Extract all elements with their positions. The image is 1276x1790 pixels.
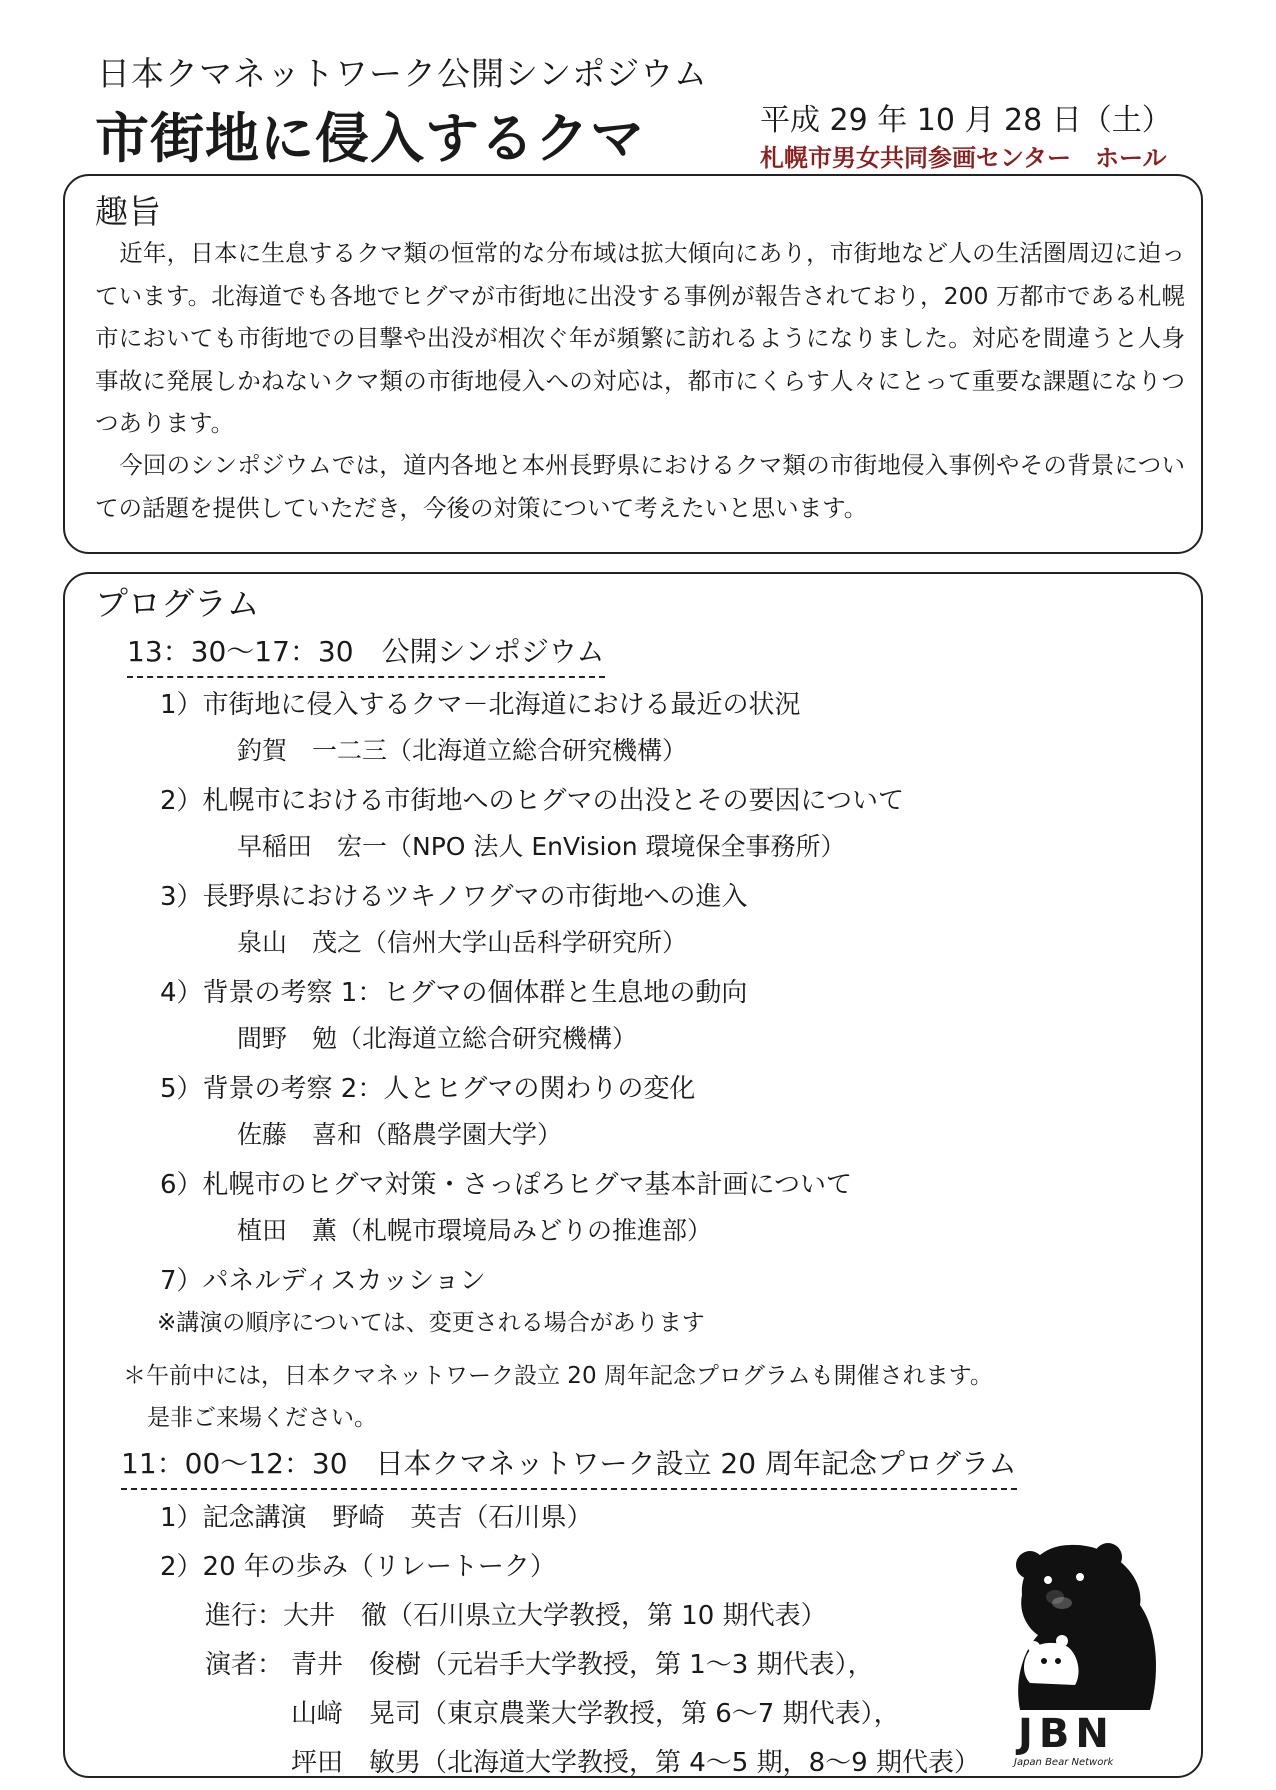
performer-3: 坪田 敏男（北海道大学教授，第 4〜5 期，8〜9 期代表） (291, 1748, 980, 1778)
purpose-box (63, 174, 1203, 554)
talk-6-speaker: 植田 薫（札幌市環境局みどりの推進部） (237, 1216, 713, 1245)
talk-1-title: 1）市街地に侵入するクマ－北海道における最近の状況 (160, 690, 801, 720)
talk-2-title: 2）札幌市における市街地へのヒグマの出没とその要因について (160, 786, 905, 816)
event-subtitle: 日本クマネットワーク公開シンポジウム (97, 54, 708, 93)
talk-4-speaker: 間野 勉（北海道立総合研究機構） (237, 1024, 638, 1053)
logo-caption: Japan Bear Network (1014, 1757, 1114, 1768)
event-title: 市街地に侵入するクマ (95, 107, 645, 170)
program-heading: プログラム (95, 584, 260, 623)
performers-label: 演者： (205, 1650, 284, 1680)
jbn-logo (1000, 1535, 1175, 1775)
purpose-paragraph-2-text: 今回のシンポジウムでは，道内各地と本州長野県におけるクマ類の市街地侵入事例やその背景についての話題を提供していただき，今後の対策について考えたいと思います。 (95, 451, 1185, 522)
session-symposium: 13：30〜17：30 公開シンポジウム (127, 630, 605, 678)
talk-1-speaker: 釣賀 一二三（北海道立総合研究機構） (237, 736, 688, 765)
morning-note-invite: 是非ご来場ください。 (147, 1405, 377, 1431)
talk-5-title: 5）背景の考察 2：人とヒグマの関わりの変化 (160, 1074, 696, 1104)
logo-text: JBN (1018, 1711, 1115, 1757)
purpose-paragraph-1-text: 近年，日本に生息するクマ類の恒常的な分布域は拡大傾向にあり，市街地など人の生活圏周辺に迫っています。北海道でも各地でヒグマが市街地に出没する事例が報告されており，200 万都市である札幌市においても市街地での目撃や出没が相次ぐ年が頻繁に訪れるようになりました。対応を間違うと人身事故に発展しかねないクマ類の市街地侵入への対応は，都市にくらす人々にとって重要な課題になりつつあります。 (95, 239, 1185, 437)
morning-note: ＊午前中には，日本クマネットワーク設立 20 周年記念プログラムも開催されます。 (123, 1363, 993, 1389)
talk-2-speaker: 早稲田 宏一（NPO 法人 EnVision 環境保全事務所） (237, 832, 846, 861)
purpose-heading: 趣旨 (95, 192, 161, 231)
talk-6-title: 6）札幌市のヒグマ対策・さっぽろヒグマ基本計画について (160, 1170, 853, 1200)
order-note: ※講演の順序については、変更される場合があります (157, 1310, 705, 1336)
relay-talk: 2）20 年の歩み（リレートーク） (160, 1552, 556, 1582)
talk-3-title: 3）長野県におけるツキノワグマの市街地への進入 (160, 882, 748, 912)
event-venue: 札幌市男女共同参画センター ホール (760, 144, 1167, 172)
talk-4-title: 4）背景の考察 1：ヒグマの個体群と生息地の動向 (160, 978, 748, 1008)
performer-1: 青井 俊樹（元岩手大学教授，第 1〜3 期代表）， (291, 1650, 874, 1680)
talk-7-title: 7）パネルディスカッション (160, 1266, 486, 1296)
session-anniversary: 11：00〜12：30 日本クマネットワーク設立 20 周年記念プログラム (121, 1442, 1017, 1490)
moderator: 進行：大井 徹（石川県立大学教授，第 10 期代表） (205, 1601, 827, 1631)
talk-3-speaker: 泉山 茂之（信州大学山岳科学研究所） (237, 928, 688, 957)
purpose-paragraph-1 (95, 232, 1185, 445)
memorial-lecture: 1）記念講演 野崎 英吉（石川県） (160, 1503, 593, 1533)
event-date: 平成 29 年 10 月 28 日（土） (760, 103, 1172, 138)
performer-2: 山﨑 晃司（東京農業大学教授，第 6〜7 期代表）， (291, 1699, 900, 1729)
purpose-paragraph-2 (95, 444, 1185, 529)
talk-5-speaker: 佐藤 喜和（酪農学園大学） (237, 1120, 563, 1149)
